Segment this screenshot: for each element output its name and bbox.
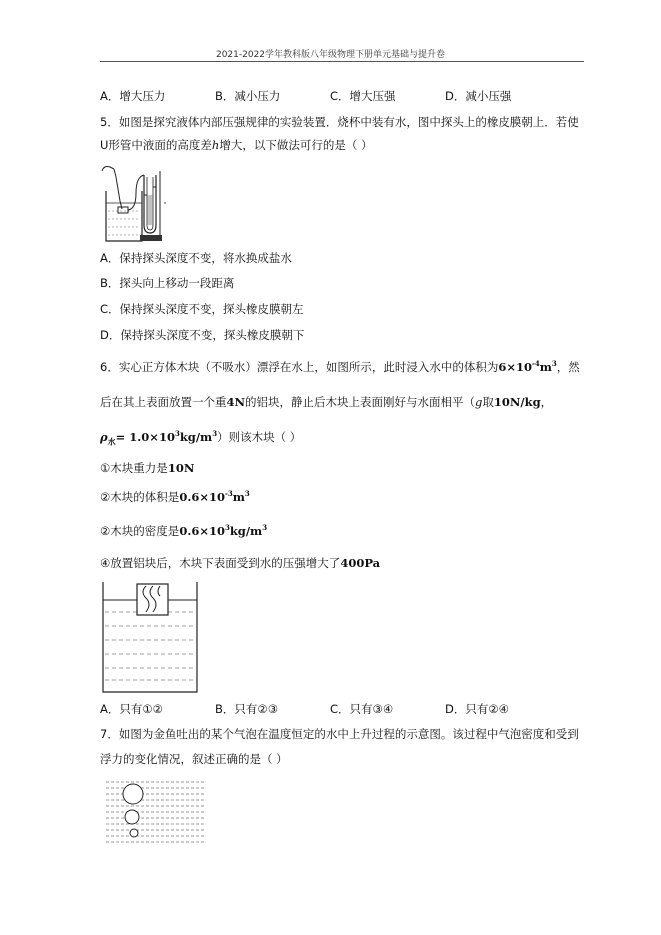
q4-option-a[interactable]: A．增大压力	[100, 89, 166, 103]
q4-option-c[interactable]: C．增大压强	[330, 89, 396, 103]
q6-option-c[interactable]: C．只有③④	[330, 702, 394, 716]
q5-option-c[interactable]: C．保持探头深度不变，探头橡皮膜朝左	[100, 302, 304, 316]
q6-statement-4: ④放置铝块后，木块下表面受到水的压强增大了400Pa	[100, 556, 381, 570]
q5-stem-line2: U形管中液面的高度差h增大，以下做法可行的是（ ）	[100, 138, 373, 152]
header-divider	[100, 61, 584, 62]
q6-stem-line3: $\rho_水= 1.0\times 10^3kg/m^3$）则该木块（ ）	[100, 429, 302, 447]
q6-option-a[interactable]: A．只有①②	[100, 702, 163, 716]
q6-statement-3: ②木块的密度是$0.6\times 10^3kg/m^3$	[100, 523, 268, 538]
q7-bubble-figure	[106, 780, 206, 848]
q6-stem-line1: 6．实心正方体木块（不吸水）漂浮在水上，如图所示，此时浸入水中的体积为$6\times 10^{-4}m^3$，然	[100, 359, 580, 374]
q6-option-d[interactable]: D．只有②④	[445, 702, 509, 716]
q5-apparatus-figure	[100, 163, 180, 248]
q6-option-b[interactable]: B．只有②③	[215, 702, 279, 716]
q5-option-b[interactable]: B．探头向上移动一段距离	[100, 276, 235, 290]
q7-stem-line2: 浮力的变化情况，叙述正确的是（ ）	[100, 752, 288, 766]
q7-stem-line1: 7．如图为金鱼吐出的某个气泡在温度恒定的水中上升过程的示意图。该过程中气泡密度和受到	[100, 727, 579, 741]
q5-option-d[interactable]: D．保持探头深度不变，探头橡皮膜朝下	[100, 328, 305, 342]
q4-option-d[interactable]: D．减小压强	[445, 89, 512, 103]
q5-option-a[interactable]: A．保持探头深度不变，将水换成盐水	[100, 251, 292, 265]
q6-statement-1: ①木块重力是10N	[100, 461, 195, 475]
q6-statement-2: ②木块的体积是$0.6\times 10^{-3}m^3$	[100, 489, 250, 504]
page-header: 2021-2022学年教科版八年级物理下册单元基础与提升卷	[215, 50, 446, 60]
q6-stem-line2: 后在其上表面放置一个重4N的铝块，静止后木块上表面刚好与水面相平（g取10N/kg，	[100, 395, 553, 409]
q6-wood-block-figure	[100, 582, 200, 694]
q5-stem-line1: 5．如图是探究液体内部压强规律的实验装置．烧杯中装有水，图中探头上的橡皮膜朝上．若使	[100, 115, 579, 129]
q4-option-b[interactable]: B．减小压力	[215, 89, 281, 103]
